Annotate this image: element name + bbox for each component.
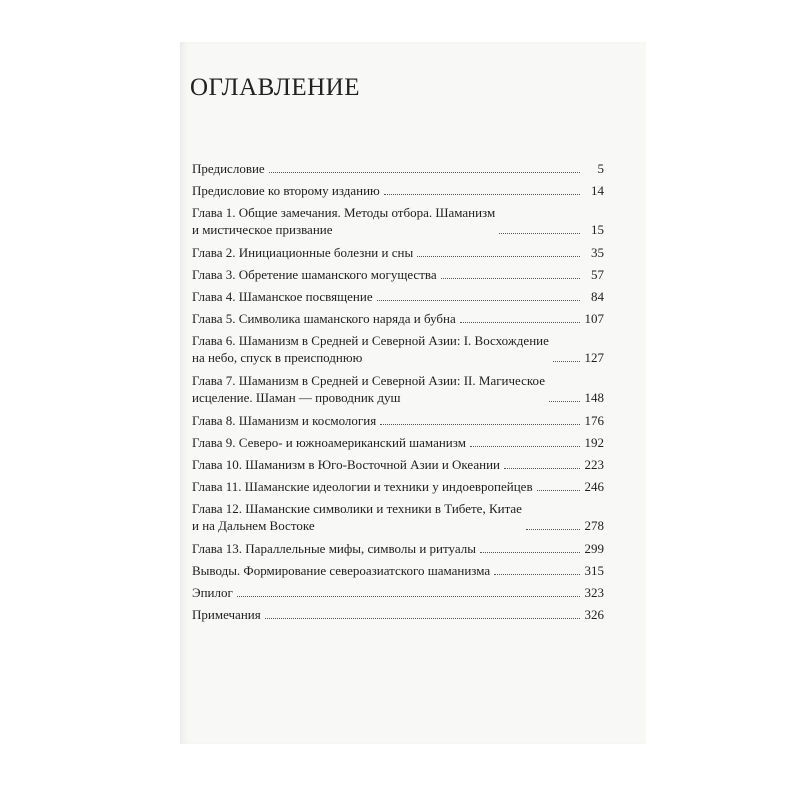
toc-entry-title: Глава 10. Шаманизм в Юго-Восточной Азии и Океании xyxy=(192,457,500,472)
toc-page-number: 223 xyxy=(584,457,604,472)
toc-entry xyxy=(192,562,604,579)
toc-entry xyxy=(192,584,604,601)
toc-entry xyxy=(192,266,604,283)
toc-page-number: 278 xyxy=(584,518,604,533)
toc-page-number: 15 xyxy=(591,222,604,237)
toc-entry-title: Глава 11. Шаманские идеологии и техники у индоевропейцев xyxy=(192,479,533,494)
toc-entry xyxy=(192,540,604,557)
toc-entry xyxy=(192,500,604,534)
toc-entry xyxy=(192,182,604,199)
toc-page-number: 84 xyxy=(591,289,604,304)
toc-entry-title: Глава 4. Шаманское посвящение xyxy=(192,289,373,304)
toc-entry xyxy=(192,310,604,327)
dot-leader xyxy=(384,194,580,195)
dot-leader xyxy=(480,552,580,553)
table-of-contents xyxy=(192,160,604,628)
dot-leader xyxy=(377,300,580,301)
dot-leader xyxy=(526,529,580,530)
toc-page-number: 5 xyxy=(597,161,604,176)
toc-entry-title: Глава 5. Символика шаманского наряда и бубна xyxy=(192,311,456,326)
toc-entry-title: Глава 1. Общие замечания. Методы отбора. Шаманизм и мистическое призвание xyxy=(192,205,496,237)
toc-page-number: 127 xyxy=(584,350,604,365)
dot-leader xyxy=(380,424,580,425)
toc-entry xyxy=(192,412,604,429)
toc-page-number: 323 xyxy=(584,585,604,600)
toc-entry-title: Глава 2. Инициационные болезни и сны xyxy=(192,245,414,260)
toc-page-number: 299 xyxy=(584,541,604,556)
dot-leader xyxy=(441,278,580,279)
toc-entry-title: Примечания xyxy=(192,607,261,622)
toc-entry-title: Глава 7. Шаманизм в Средней и Северной Азии: II. Магическое исцеление. Шаман — проводник душ xyxy=(192,373,545,405)
toc-entry-title: Выводы. Формирование североазиатского шаманизма xyxy=(192,563,491,578)
page-title: ОГЛАВЛЕНИЕ xyxy=(190,74,360,101)
toc-page-number: 107 xyxy=(584,311,604,326)
toc-page-number: 14 xyxy=(591,183,604,198)
toc-entry xyxy=(192,478,604,495)
dot-leader xyxy=(417,256,580,257)
toc-page-number: 192 xyxy=(584,435,604,450)
toc-entry xyxy=(192,160,604,177)
toc-page-number: 326 xyxy=(584,607,604,622)
toc-page-number: 148 xyxy=(584,390,604,405)
dot-leader xyxy=(553,361,580,362)
toc-entry xyxy=(192,332,604,366)
dot-leader xyxy=(549,401,580,402)
dot-leader xyxy=(470,446,580,447)
dot-leader xyxy=(537,490,580,491)
toc-page-number: 176 xyxy=(584,413,604,428)
toc-page-number: 57 xyxy=(591,267,604,282)
toc-entry xyxy=(192,288,604,305)
toc-entry xyxy=(192,456,604,473)
toc-entry-title: Глава 8. Шаманизм и космология xyxy=(192,413,377,428)
toc-entry-title: Глава 6. Шаманизм в Средней и Северной Азии: I. Восхождение на небо, спуск в преисподнюю xyxy=(192,333,549,365)
dot-leader xyxy=(460,322,580,323)
toc-entry xyxy=(192,372,604,406)
toc-entry-title: Предисловие ко второму изданию xyxy=(192,183,380,198)
dot-leader xyxy=(499,233,580,234)
toc-entry xyxy=(192,434,604,451)
dot-leader xyxy=(504,468,580,469)
toc-page-number: 35 xyxy=(591,245,604,260)
toc-entry xyxy=(192,244,604,261)
toc-page-number: 315 xyxy=(584,563,604,578)
toc-entry-title: Глава 9. Северо- и южноамериканский шаманизм xyxy=(192,435,466,450)
dot-leader xyxy=(494,574,580,575)
toc-entry-title: Эпилог xyxy=(192,585,233,600)
toc-entry-title: Глава 12. Шаманские символики и техники в Тибете, Китае и на Дальнем Востоке xyxy=(192,501,522,533)
dot-leader xyxy=(237,596,580,597)
dot-leader xyxy=(265,618,580,619)
toc-page-number: 246 xyxy=(584,479,604,494)
toc-entry-title: Глава 3. Обретение шаманского могущества xyxy=(192,267,437,282)
toc-entry-title: Глава 13. Параллельные мифы, символы и ритуалы xyxy=(192,541,476,556)
toc-entry xyxy=(192,606,604,623)
dot-leader xyxy=(269,172,580,173)
toc-entry-title: Предисловие xyxy=(192,161,265,176)
toc-entry xyxy=(192,204,604,238)
